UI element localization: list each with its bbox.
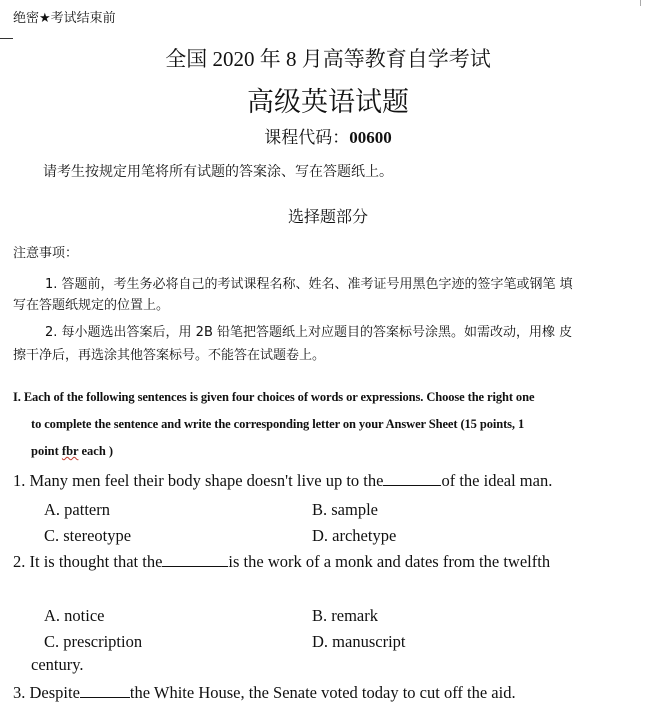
question-3-blank (80, 682, 130, 698)
note-1-line-1: 1. 答题前，考生务必将自己的考试课程名称、姓名、准考证号用黑色字迹的签字笔或钢笔 填 (45, 277, 573, 292)
part1-line3-a: point (31, 444, 62, 458)
note-1-line-2: 写在答题纸规定的位置上。 (13, 298, 170, 313)
page-corner-mark (0, 38, 13, 39)
question-2-stem-a: 2. It is thought that the (13, 552, 163, 571)
part1-instruction-line-1: I. Each of the following sentences is given four choices of words or expressions. Choose the right one (13, 390, 535, 404)
part1-instruction-line-3 (31, 444, 113, 459)
question-1-stem-a: 1. Many men feel their body shape doesn't live up to the (13, 471, 384, 490)
note-2-line-1: 2. 每小题选出答案后，用 2B 铅笔把答题纸上对应题目的答案标号涂黑。如需改动，用橡 皮 (45, 325, 573, 340)
question-3-stem-b: the White House, the Senate voted today to cut off the aid. (129, 683, 516, 702)
course-code-label: 课程代码： (264, 128, 350, 147)
note-2-line-2: 擦干净后，再选涂其他答案标号。不能答在试题卷上。 (13, 348, 326, 363)
question-3-stem (13, 682, 516, 703)
question-2-option-d: D. manuscript (312, 632, 406, 651)
question-2-option-a: A. notice (44, 606, 105, 625)
question-2-blank (162, 551, 228, 567)
question-1-option-b: B. sample (312, 500, 378, 519)
question-1-blank (383, 470, 441, 486)
question-3-stem-a: 3. Despite (13, 683, 80, 702)
question-1-option-d: D. archetype (312, 526, 397, 545)
section-title: 选择题部分 (287, 209, 368, 226)
part1-instruction-line-2: to complete the sentence and write the corresponding letter on your Answer Sheet (15 points, 1 (31, 417, 525, 431)
question-2-continuation: century. (31, 655, 84, 674)
question-1-option-a: A. pattern (44, 500, 110, 519)
question-2-stem (13, 551, 550, 572)
question-1-option-c: C. stereotype (44, 526, 132, 545)
part1-line3-typo: fbr (61, 444, 79, 458)
confidential-label: 绝密★考试结束前 (13, 11, 116, 26)
course-code-value: 00600 (349, 128, 392, 147)
question-2-option-c: C. prescription (44, 632, 143, 651)
page-corner-mark-right (640, 0, 642, 6)
part1-line3-c: each ) (78, 444, 114, 458)
instruction: 请考生按规定用笔将所有试题的答案涂、写在答题纸上。 (43, 164, 393, 180)
question-2-stem-b: is the work of a monk and dates from the twelfth (228, 552, 551, 571)
question-2-option-b: B. remark (312, 606, 378, 625)
exam-title: 全国 2020 年 8 月高等教育自学考试 (165, 47, 491, 71)
question-1-stem-b: of the ideal man. (441, 471, 553, 490)
question-1-stem (13, 470, 552, 491)
course-code (0, 123, 656, 148)
subject-title: 高级英语试题 (247, 87, 409, 117)
notes-heading: 注意事项： (13, 246, 79, 261)
